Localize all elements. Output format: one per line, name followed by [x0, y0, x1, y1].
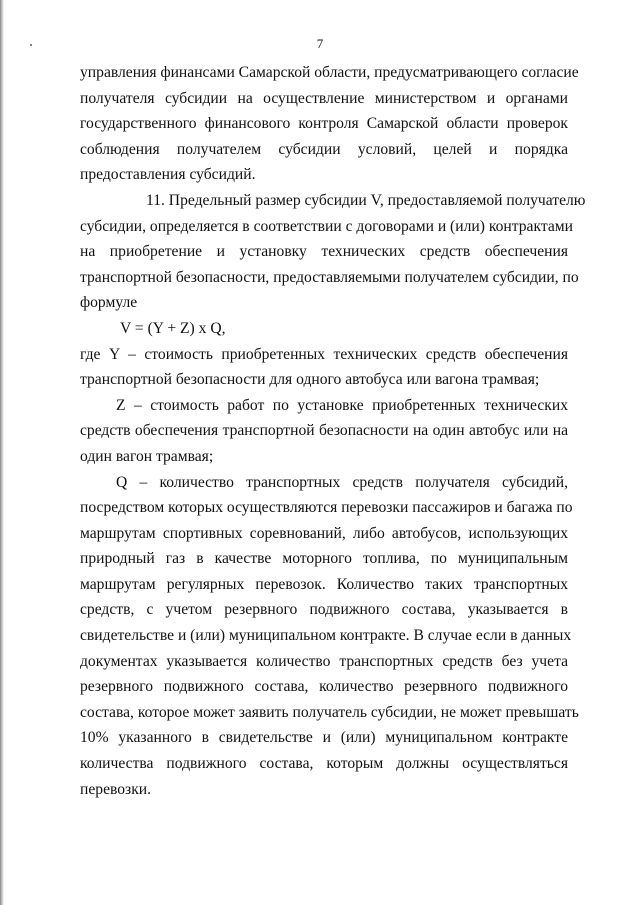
text-line: природный газ в качестве моторного топлива, по муниципальным [80, 550, 568, 568]
definition-y-line: где Y – стоимость приобретенных технических средств обеспечения [80, 345, 568, 363]
text-line: 10% указанного в свидетельстве и (или) муниципальном контракте [80, 729, 568, 747]
text-line: средств, с учетом резервного подвижного состава, указывается в [80, 601, 568, 619]
text-line: соблюдения получателем субсидии условий, целей и порядка [80, 140, 568, 158]
text-line: государственного финансового контроля Самарской области проверок [80, 115, 568, 133]
text-line: состава, которое может заявить получатель субсидии, не может превышать [80, 703, 579, 721]
text-line: перевозки. [80, 780, 152, 798]
text-line: резервного подвижного состава, количество резервного подвижного [80, 678, 568, 696]
text-line: предоставления субсидий. [80, 166, 256, 184]
text-line: свидетельстве и (или) муниципальном контракте. В случае если в данных [80, 627, 572, 645]
text-line: управления финансами Самарской области, предусматривающего согласие [80, 64, 579, 81]
definition-z-line: Z – стоимость работ по установке приобретенных технических [116, 396, 568, 414]
text-line: один вагон трамвая; [80, 447, 214, 465]
page-number: 7 [316, 36, 324, 51]
text-line: на приобретение и установку технических средств обеспечения [80, 243, 568, 261]
text-line: маршрутам спортивных соревнований, либо автобусов, использующих [80, 524, 568, 542]
definition-q-line: Q – количество транспортных средств получателя субсидий, [116, 473, 568, 491]
text-line: формуле [80, 294, 138, 312]
text-line: количества подвижного состава, которым должны осуществляться [80, 755, 568, 773]
subsidy-formula: V = (Y + Z) x Q, [120, 319, 226, 337]
text-line: средств обеспечения транспортной безопасности на один автобус или на [80, 422, 568, 440]
text-line: транспортной безопасности для одного автобуса или вагона трамвая; [80, 371, 540, 389]
text-line: посредством которых осуществляются перевозки пассажиров и багажа по [80, 499, 573, 517]
paragraph-11-first-line: 11. Предельный размер субсидии V, предоставляемой получателю [146, 191, 586, 209]
text-line: субсидии, определяется в соответствии с договорами и (или) контрактами [80, 217, 573, 235]
scan-edge [0, 0, 4, 905]
text-line: транспортной безопасности, предоставляемыми получателем субсидии, по [80, 268, 579, 286]
text-line: получателя субсидии на осуществление министерством и органами [80, 89, 568, 107]
document-body [80, 60, 586, 802]
text-line: документах указывается количество транспортных средств без учета [80, 652, 568, 670]
text-line: маршрутам регулярных перевозок. Количество таких транспортных [80, 575, 568, 593]
